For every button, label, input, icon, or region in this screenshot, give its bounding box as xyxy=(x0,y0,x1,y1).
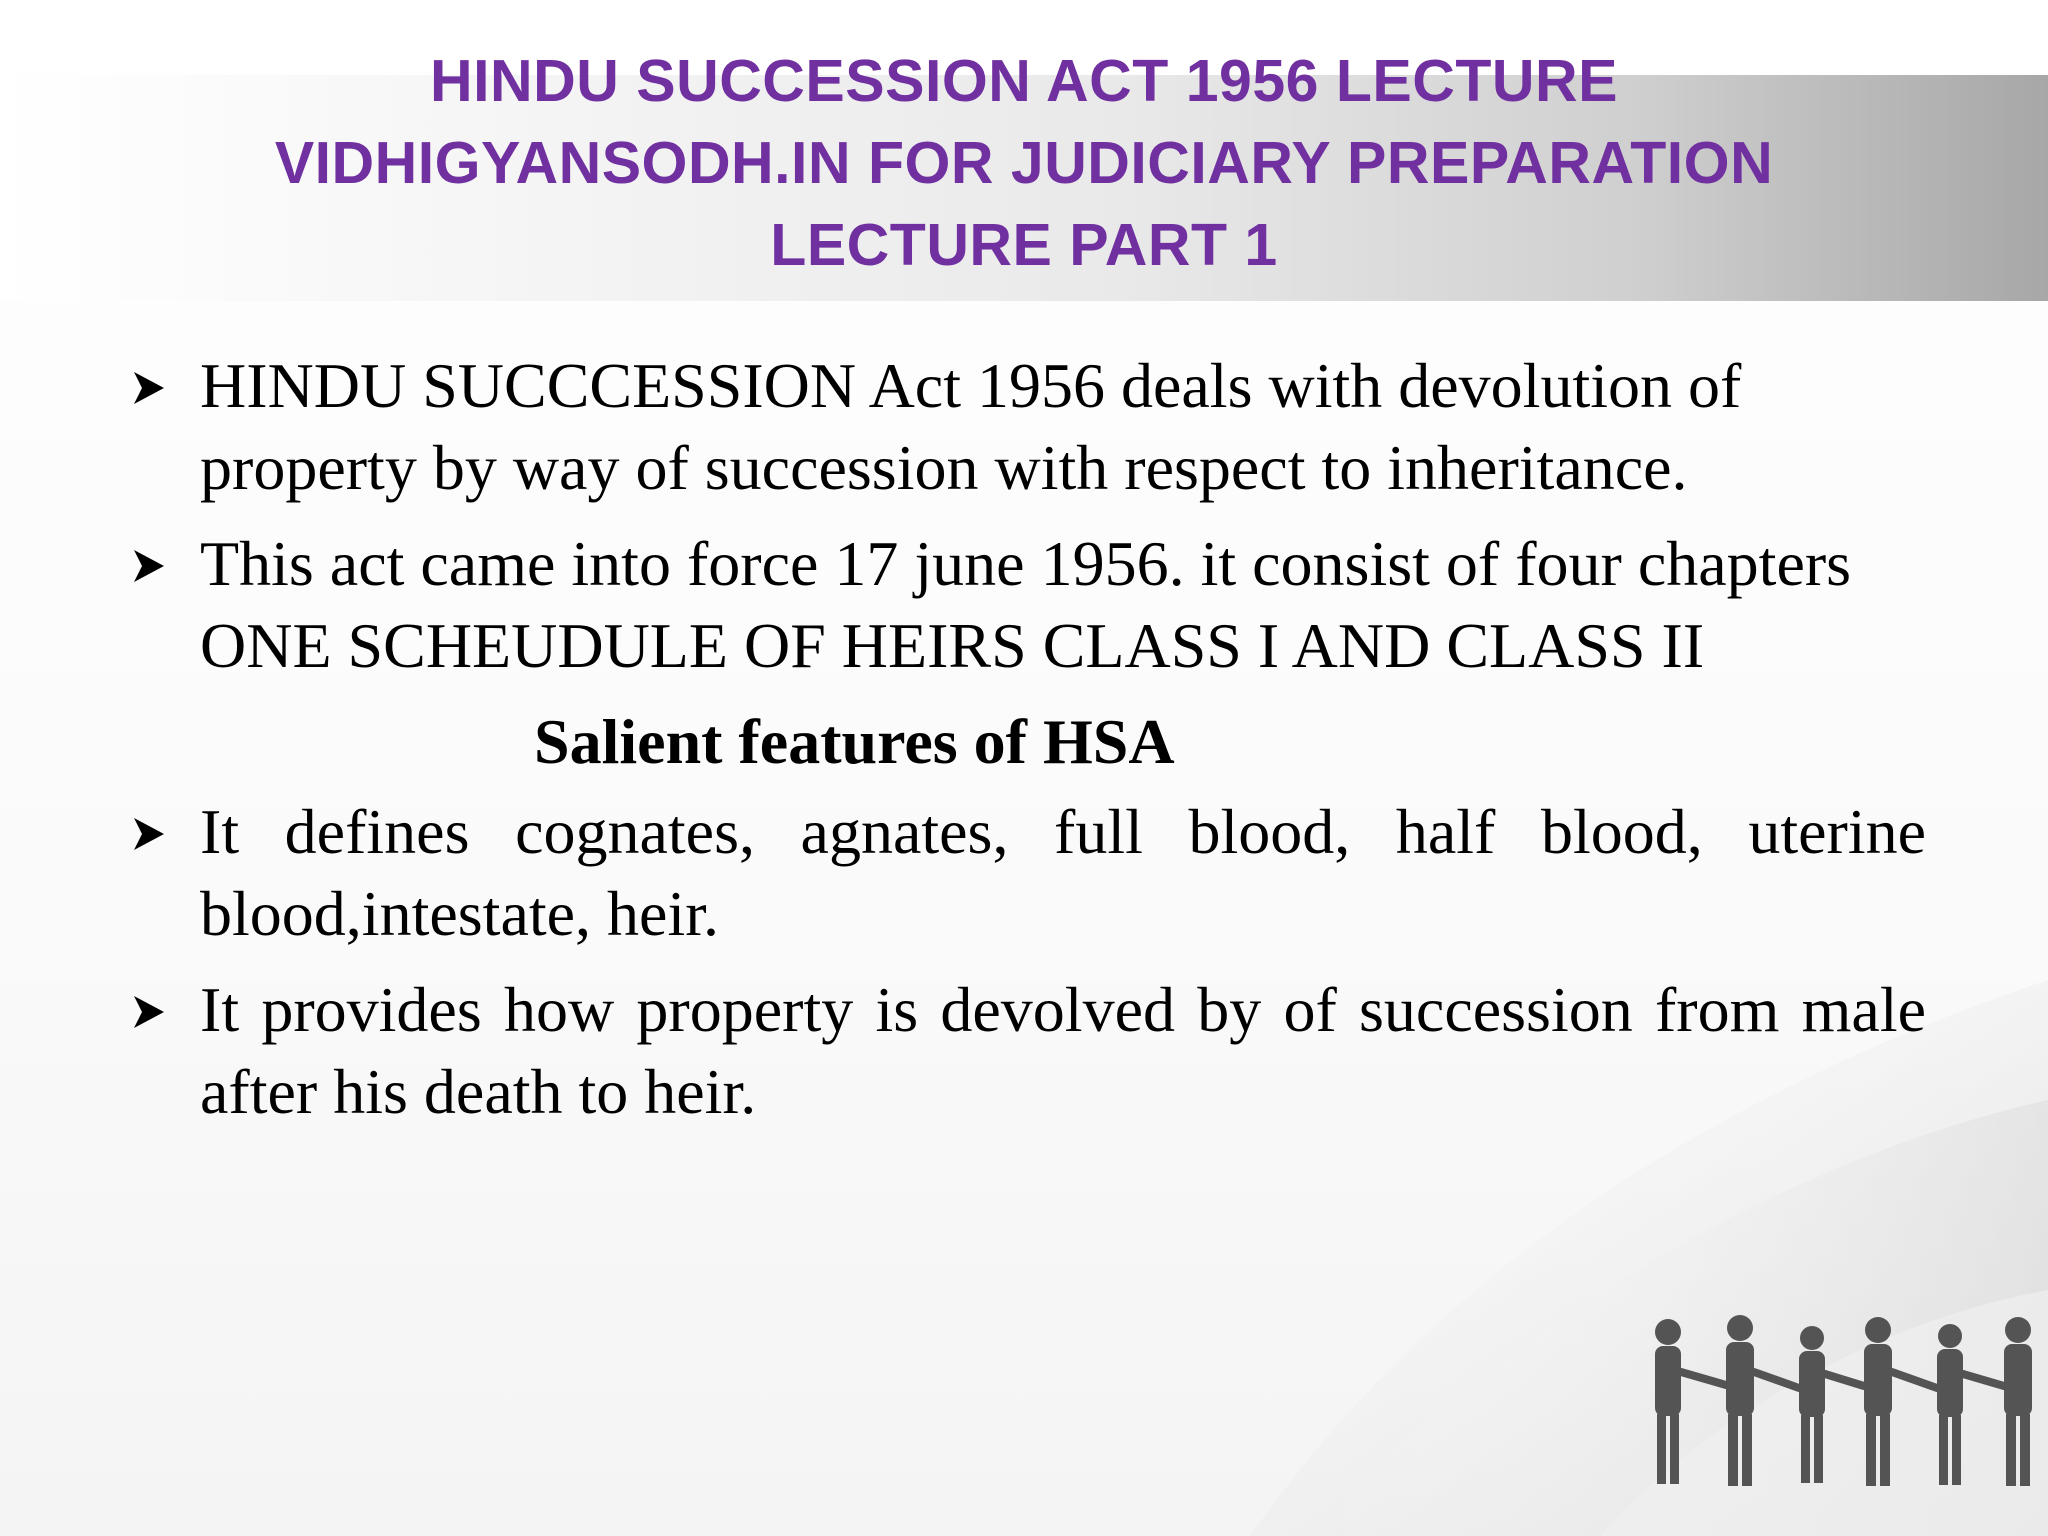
title-line-1: HINDU SUCCESSION ACT 1956 LECTURE xyxy=(430,48,1618,114)
bullet-item xyxy=(128,345,1926,509)
arrowhead-bullet-icon xyxy=(128,345,178,427)
arrowhead-bullet-icon xyxy=(128,969,178,1051)
bullet-text: This act came into force 17 june 1956. it consist of four chapters ONE SCHEUDULE OF HEIRS CLASS I AND CLASS II xyxy=(200,528,1852,681)
feature-text: It defines cognates, agnates, full blood, half blood, uterine blood,intestate, heir. xyxy=(200,796,1926,949)
arrowhead-bullet-icon xyxy=(128,523,178,605)
bullet-item xyxy=(128,523,1926,687)
slide-body xyxy=(128,345,1926,1147)
feature-item xyxy=(128,791,1926,955)
bullet-text: HINDU SUCCCESSION Act 1956 deals with devolution of property by way of succession with respect to inheritance. xyxy=(200,350,1742,503)
title-line-3: LECTURE PART 1 xyxy=(770,212,1278,278)
slide-title xyxy=(0,40,2048,286)
section-subheading: Salient features of HSA xyxy=(534,706,1175,777)
feature-text: It provides how property is devolved by of succession from male after his death to heir. xyxy=(200,974,1926,1127)
feature-item xyxy=(128,969,1926,1133)
arrowhead-bullet-icon xyxy=(128,791,178,873)
title-line-2: VIDHIGYANSODH.IN FOR JUDICIARY PREPARATION xyxy=(274,130,1774,196)
